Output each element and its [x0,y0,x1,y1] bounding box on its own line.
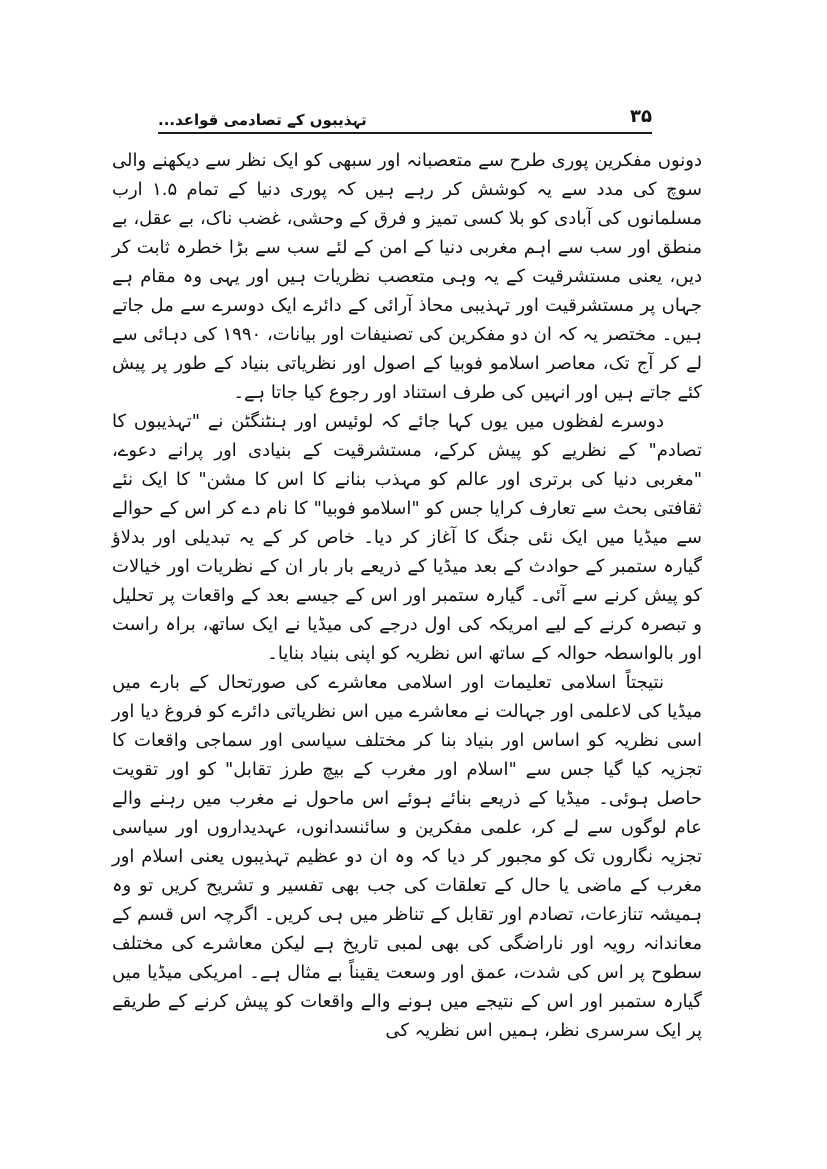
page-number: ۳۵ [630,106,652,127]
page-body [112,146,702,1045]
running-header-title: تہذیبوں کے تصادمی قواعد... [158,111,367,129]
paragraph: دونوں مفکرین پوری طرح سے متعصبانہ اور سبھی کو ایک نظر سے دیکھنے والی سوچ کی مدد سے یہ کوشش کر رہے ہیں کہ پوری دنیا کے تمام ۱.۵ ارب مسلمانوں کی آبادی کو بلا کسی تمیز و فرق کے وحشی، غضب ناک، بے عقل، بے منطق اور سب سے اہم مغربی دنیا کے امن کے لئے سب سے بڑا خطرہ ثابت کر دیں، یعنی مستشرقیت کے یہ وہی متعصب نظریات ہیں اور یہی وہ مقام ہے جہاں پر مستشرقیت اور تہذیبی محاذ آرائی کے دائرے ایک دوسرے سے مل جاتے ہیں۔ مختصر یہ کہ ان دو مفکرین کی تصنیفات اور بیانات، ۱۹۹۰ کی دہائی سے لے کر آج تک، معاصر اسلامو فوبیا کے اصول اور نظریاتی بنیاد کے طور پر پیش کئے جاتے ہیں اور انہیں کی طرف استناد اور رجوع کیا جاتا ہے۔ [112,150,702,403]
paragraph: دوسرے لفظوں میں یوں کہا جائے کہ لوئیس اور ہنٹنگٹن نے "تہذیبوں کا تصادم" کے نظریے کو پیش کرکے، مستشرقیت کے بنیادی اور پرانے دعوے، "مغربی دنیا کی برتری اور عالم کو مہذب بنانے کا اس کا مشن" کا ایک نئے ثقافتی بحث سے تعارف کرایا جس کو "اسلامو فوبیا" کا نام دے کر اس کے حوالے سے میڈیا میں ایک نئی جنگ کا آغاز کر دیا۔ خاص کر کے یہ تبدیلی اور بدلاؤ گیارہ ستمبر کے حوادث کے بعد میڈیا کے ذریعے بار بار ان کے نظریات اور خیالات کو پیش کرنے سے آئی۔ گیارہ ستمبر اور اس کے جیسے بعد کے واقعات پر تحلیل و تبصرہ کرنے کے لیے امریکہ کی اول درجے کی میڈیا نے ایک ساتھ، براہ راست اور بالواسطہ حوالہ کے ساتھ اس نظریہ کو اپنی بنیاد بنایا۔ [112,411,702,664]
paragraph: نتیجتاً اسلامی تعلیمات اور اسلامی معاشرے کی صورتحال کے بارے میں میڈیا کی لاعلمی اور جہالت نے معاشرے میں اس نظریاتی دائرے کو فروغ دیا اور اسی نظریہ کو اساس اور بنیاد بنا کر مختلف سیاسی اور سماجی واقعات کا تجزیہ کیا گیا جس سے "اسلام اور مغرب کے بیچ طرز تقابل" کو اور تقویت حاصل ہوئی۔ میڈیا کے ذریعے بنائے ہوئے اس ماحول نے مغرب میں رہنے والے عام لوگوں سے لے کر، علمی مفکرین و سائنسدانوں، عہدیداروں اور سیاسی تجزیہ نگاروں تک کو مجبور کر دیا کہ وہ ان دو عظیم تہذیبوں یعنی اسلام اور مغرب کے ماضی یا حال کے تعلقات کی جب بھی تفسیر و تشریح کریں تو وہ ہمیشہ تنازعات، تصادم اور تقابل کے تناظر میں ہی کریں۔ اگرچہ اس قسم کے معاندانہ رویہ اور ناراضگی کی بھی لمبی تاریخ ہے لیکن معاشرے کی مختلف سطوح پر اس کی شدت، عمق اور وسعت یقیناً بے مثال ہے۔ امریکی میڈیا میں گیارہ ستمبر اور اس کے نتیجے میں ہونے والے واقعات کو پیش کرنے کے طریقے پر ایک سرسری نظر، ہمیں اس نظریہ کی [112,672,702,1041]
page-header [158,98,652,134]
